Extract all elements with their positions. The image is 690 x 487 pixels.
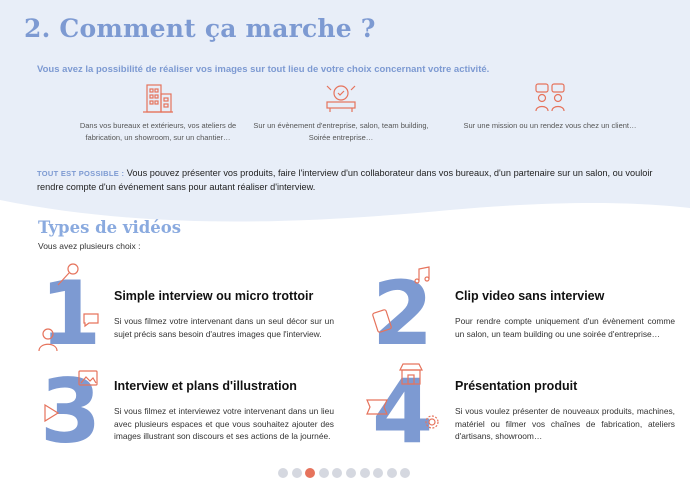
speech-bubble-icon [82, 312, 100, 328]
shop-icon [398, 362, 424, 386]
carousel-dot[interactable] [292, 468, 302, 478]
section-title: 2. Comment ça marche ? [24, 14, 376, 43]
tout-possible-paragraph [37, 167, 657, 194]
tout-possible-text: Vous pouvez présenter vos produits, faire l'interview d'un collaborateur dans vos bureaux, d'un partenaire sur un salon, ou vouloir rendre compte d'un événement sans pour autant réaliser d'interview. [37, 168, 653, 192]
item-title-1: Simple interview ou micro trottoir [114, 289, 314, 303]
carousel-dot[interactable] [387, 468, 397, 478]
carousel-pagination [278, 468, 410, 478]
item-title-4: Présentation produit [455, 379, 578, 393]
item-title-3: Interview et plans d'illustration [114, 379, 297, 393]
image-icon [77, 368, 99, 388]
carousel-dot[interactable] [319, 468, 329, 478]
item-desc-1: Si vous filmez votre intervenant dans un seul décor sur un sujet précis sans besoin d'autres images que l'interview. [114, 316, 334, 339]
item-desc-4: Si vous voulez présenter de nouveaux produits, machines, matériel ou filmer vos chaînes de fabrication, ateliers d'artisans, showroom… [455, 406, 675, 442]
carousel-dot-active[interactable] [305, 468, 315, 478]
feature-events [251, 82, 431, 144]
feature-meeting-text: Sur une mission ou un rendez vous chez un client… [463, 121, 637, 130]
carousel-dot[interactable] [373, 468, 383, 478]
types-title: Types de vidéos [38, 218, 182, 237]
item-number-2: 2 [372, 262, 434, 365]
item-number-3: 3 [40, 360, 102, 463]
item-number-1: 1 [40, 262, 102, 365]
gear-icon [424, 414, 440, 430]
intro-text: Vous avez la possibilité de réaliser vos images sur tout lieu de votre choix concernant votre activité. [37, 64, 490, 75]
carousel-dot[interactable] [332, 468, 342, 478]
item-number-4: 4 [372, 360, 434, 463]
carousel-dot[interactable] [360, 468, 370, 478]
camera-phone-icon [370, 308, 396, 334]
item-desc-3: Si vous filmez et interviewez votre intervenant dans un lieu avec plusieurs espaces et que vous souhaitez ajouter des images illustrant son discours et ses actions de la journée. [114, 406, 334, 442]
person-icon [36, 326, 60, 352]
new-badge-icon [364, 398, 390, 416]
event-stage-icon [324, 82, 358, 114]
feature-meeting [460, 82, 640, 132]
feature-offices-text: Dans vos bureaux et extérieurs, vos ateliers de fabrication, un showroom, sur un chantier… [79, 121, 237, 142]
carousel-dot[interactable] [346, 468, 356, 478]
feature-offices [68, 82, 248, 144]
item-title-2: Clip video sans interview [455, 289, 605, 303]
microphone-icon [54, 262, 82, 288]
play-icon [40, 402, 62, 424]
tout-possible-label: TOUT EST POSSIBLE : [37, 169, 125, 178]
types-subtitle: Vous avez plusieurs choix : [38, 241, 141, 251]
carousel-dot[interactable] [278, 468, 288, 478]
music-note-icon [412, 266, 434, 284]
building-icon [141, 82, 175, 114]
carousel-dot[interactable] [400, 468, 410, 478]
meeting-people-icon [533, 82, 567, 114]
feature-events-text: Sur un évènement d'entreprise, salon, team building, Soirée entreprise… [253, 121, 429, 142]
item-desc-2: Pour rendre compte uniquement d'un évènement comme un salon, un team building ou une soirée d'entreprise… [455, 316, 675, 339]
